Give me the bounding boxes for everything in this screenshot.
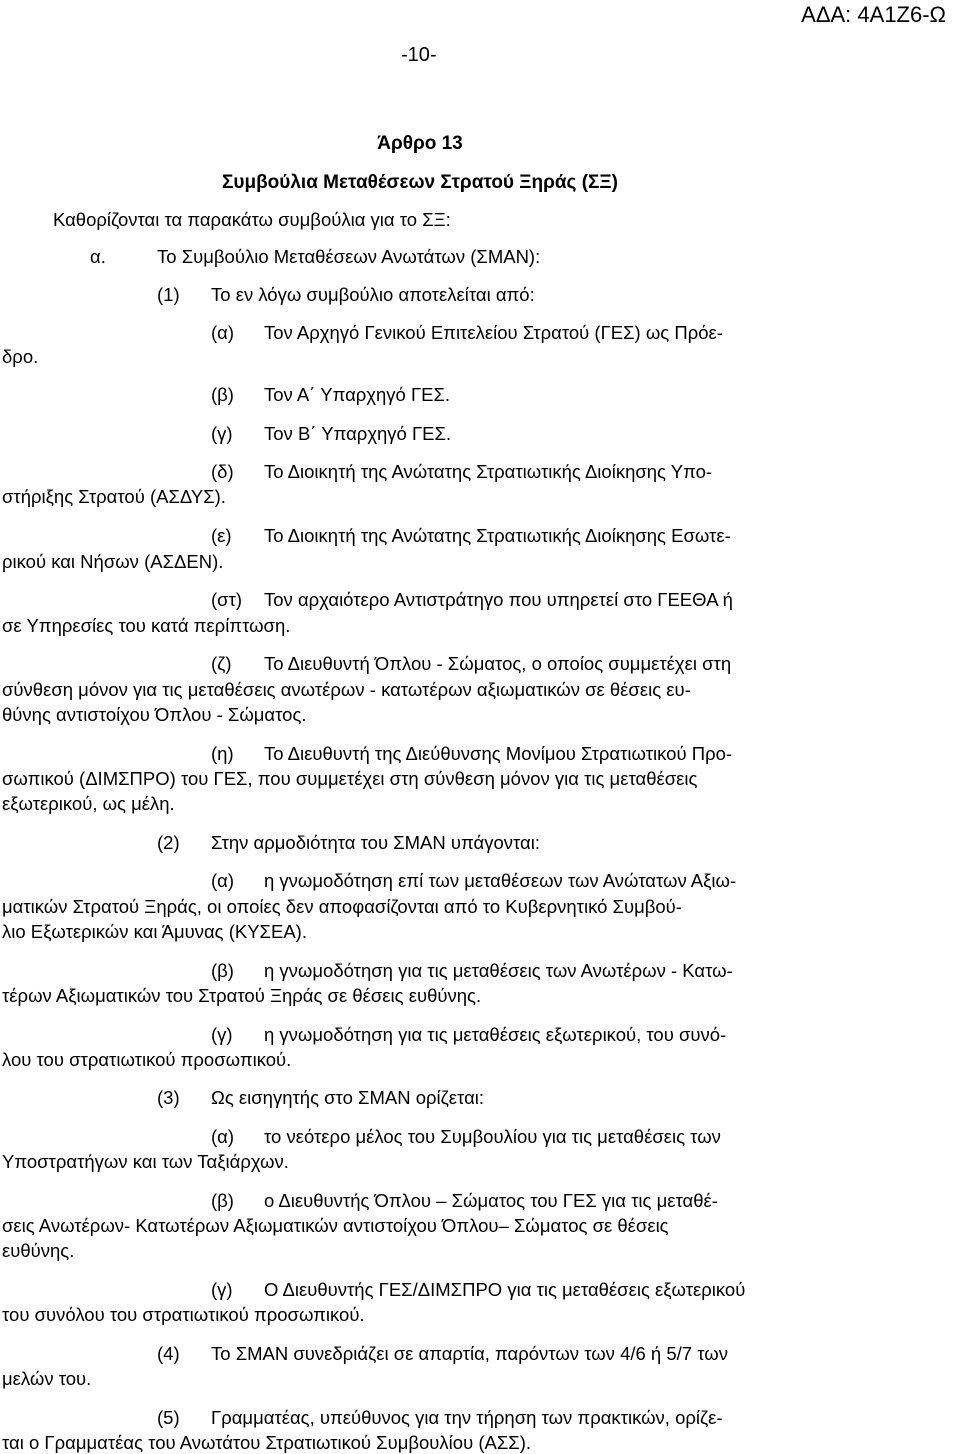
item-1b-label: (β) — [211, 384, 234, 405]
item-3g-label: (γ) — [211, 1279, 233, 1300]
item-3b-cont1: σεις Ανωτέρων- Κατωτέρων Αξιωματικών αντιστοίχου Όπλου– Σώματος σε θέσεις — [2, 1215, 669, 1236]
item-1st-cont: σε Υπηρεσίες του κατά περίπτωση. — [2, 615, 291, 636]
item-2a-cont2: λιο Εξωτερικών και Άμυνας (ΚΥΣΕΑ). — [2, 921, 307, 942]
item-3g-text: Ο Διευθυντής ΓΕΣ/ΔΙΜΣΠΡΟ για τις μεταθέσεις εξωτερικού — [264, 1279, 746, 1300]
item-3b-text: ο Διευθυντής Όπλου – Σώματος του ΓΕΣ για τις μεταθέ- — [264, 1190, 718, 1211]
ada-code: ΑΔΑ: 4Α1Ζ6-Ω — [801, 2, 946, 27]
item-1h-text: Το Διευθυντή της Διεύθυνσης Μονίμου Στρατιωτικού Προ- — [264, 743, 733, 764]
item-1e-label: (ε) — [211, 525, 232, 546]
item-a-label: α. — [90, 246, 106, 267]
article-heading: Συμβούλια Μεταθέσεων Στρατού Ξηράς (ΣΞ) — [222, 172, 618, 193]
item-5-cont: ται ο Γραμματέας του Ανωτάτου Στρατιωτικού Συμβουλίου (ΑΣΣ). — [2, 1432, 531, 1453]
item-1d-text: Το Διοικητή της Ανώτατης Στρατιωτικής Διοίκησης Υπο- — [264, 461, 713, 482]
item-2b-text: η γνωμοδότηση για τις μεταθέσεις των Ανωτέρων - Κατω- — [264, 960, 733, 981]
intro-line: Καθορίζονται τα παρακάτω συμβούλια για το ΣΞ: — [53, 209, 451, 230]
item-3g-cont: του συνόλου του στρατιωτικού προσωπικού. — [2, 1304, 365, 1325]
article-number: Άρθρο 13 — [377, 133, 463, 154]
item-1z-text: Το Διευθυντή Όπλου - Σώματος, ο οποίος συμμετέχει στη — [264, 653, 732, 674]
item-1st-text: Τον αρχαιότερο Αντιστράτηγο που υπηρετεί στο ΓΕΕΘΑ ή — [264, 589, 733, 610]
item-2g-text: η γνωμοδότηση για τις μεταθέσεις εξωτερικού, του συνό- — [264, 1024, 727, 1045]
item-1a-cont: δρο. — [2, 346, 39, 367]
item-3b-cont2: ευθύνης. — [2, 1240, 75, 1261]
item-1h-cont2: εξωτερικού, ως μέλη. — [2, 793, 175, 814]
item-2b-label: (β) — [211, 960, 234, 981]
item-1g-text: Τον Β΄ Υπαρχηγό ΓΕΣ. — [264, 423, 452, 444]
item-3a-text: το νεότερο μέλος του Συμβουλίου για τις μεταθέσεις των — [264, 1126, 721, 1147]
item-1-label: (1) — [157, 284, 180, 305]
page-number: -10- — [401, 44, 437, 66]
item-1z-cont1: σύνθεση μόνον για τις μεταθέσεις ανωτέρων - κατωτέρων αξιωματικών σε θέσεις ευ- — [2, 679, 691, 700]
item-1-text: Το εν λόγω συμβούλιο αποτελείται από: — [211, 284, 535, 305]
item-3-label: (3) — [157, 1087, 180, 1108]
item-1b-text: Τον Α΄ Υπαρχηγό ΓΕΣ. — [264, 384, 451, 405]
item-2a-cont1: ματικών Στρατού Ξηράς, οι οποίες δεν αποφασίζονται από το Κυβερνητικό Συμβού- — [2, 896, 682, 917]
item-1st-label: (στ) — [211, 589, 243, 610]
item-4-text: Το ΣΜΑΝ συνεδριάζει σε απαρτία, παρόντων των 4/6 ή 5/7 των — [211, 1343, 728, 1364]
item-3a-cont: Υποστρατήγων και των Ταξιάρχων. — [2, 1151, 289, 1172]
item-a-text: Το Συμβούλιο Μεταθέσεων Ανωτάτων (ΣΜΑΝ): — [157, 246, 541, 267]
item-1e-text: Το Διοικητή της Ανώτατης Στρατιωτικής Διοίκησης Εσωτε- — [264, 525, 731, 546]
item-4-label: (4) — [157, 1343, 180, 1364]
item-3-text: Ως εισηγητής στο ΣΜΑΝ ορίζεται: — [211, 1087, 485, 1108]
item-2g-cont: λου του στρατιωτικού προσωπικού. — [2, 1049, 292, 1070]
item-1d-cont: στήριξης Στρατού (ΑΣΔΥΣ). — [2, 486, 226, 507]
item-1z-label: (ζ) — [211, 653, 232, 674]
item-1h-label: (η) — [211, 743, 234, 764]
item-2g-label: (γ) — [211, 1024, 233, 1045]
item-2-text: Στην αρμοδιότητα του ΣΜΑΝ υπάγονται: — [211, 832, 540, 853]
item-4-cont: μελών του. — [2, 1368, 92, 1389]
item-1a-label: (α) — [211, 322, 235, 343]
item-1h-cont1: σωπικού (ΔΙΜΣΠΡΟ) του ΓΕΣ, που συμμετέχει στη σύνθεση μόνον για τις μεταθέσεις — [2, 768, 698, 789]
item-2a-text: η γνωμοδότηση επί των μεταθέσεων των Ανώτατων Αξιω- — [264, 870, 737, 891]
item-1e-cont: ρικού και Νήσων (ΑΣΔΕΝ). — [2, 551, 224, 572]
item-1z-cont2: θύνης αντιστοίχου Όπλου - Σώματος. — [2, 704, 307, 725]
item-2-label: (2) — [157, 832, 180, 853]
item-2a-label: (α) — [211, 870, 235, 891]
item-5-label: (5) — [157, 1407, 180, 1428]
item-5-text: Γραμματέας, υπεύθυνος για την τήρηση των πρακτικών, ορίζε- — [211, 1407, 723, 1428]
item-2b-cont: τέρων Αξιωματικών του Στρατού Ξηράς σε θέσεις ευθύνης. — [2, 985, 482, 1006]
item-1a-text: Τον Αρχηγό Γενικού Επιτελείου Στρατού (ΓΕΣ) ως Πρόε- — [264, 322, 723, 343]
item-1d-label: (δ) — [211, 461, 234, 482]
item-3b-label: (β) — [211, 1190, 234, 1211]
item-3a-label: (α) — [211, 1126, 235, 1147]
item-1g-label: (γ) — [211, 423, 233, 444]
